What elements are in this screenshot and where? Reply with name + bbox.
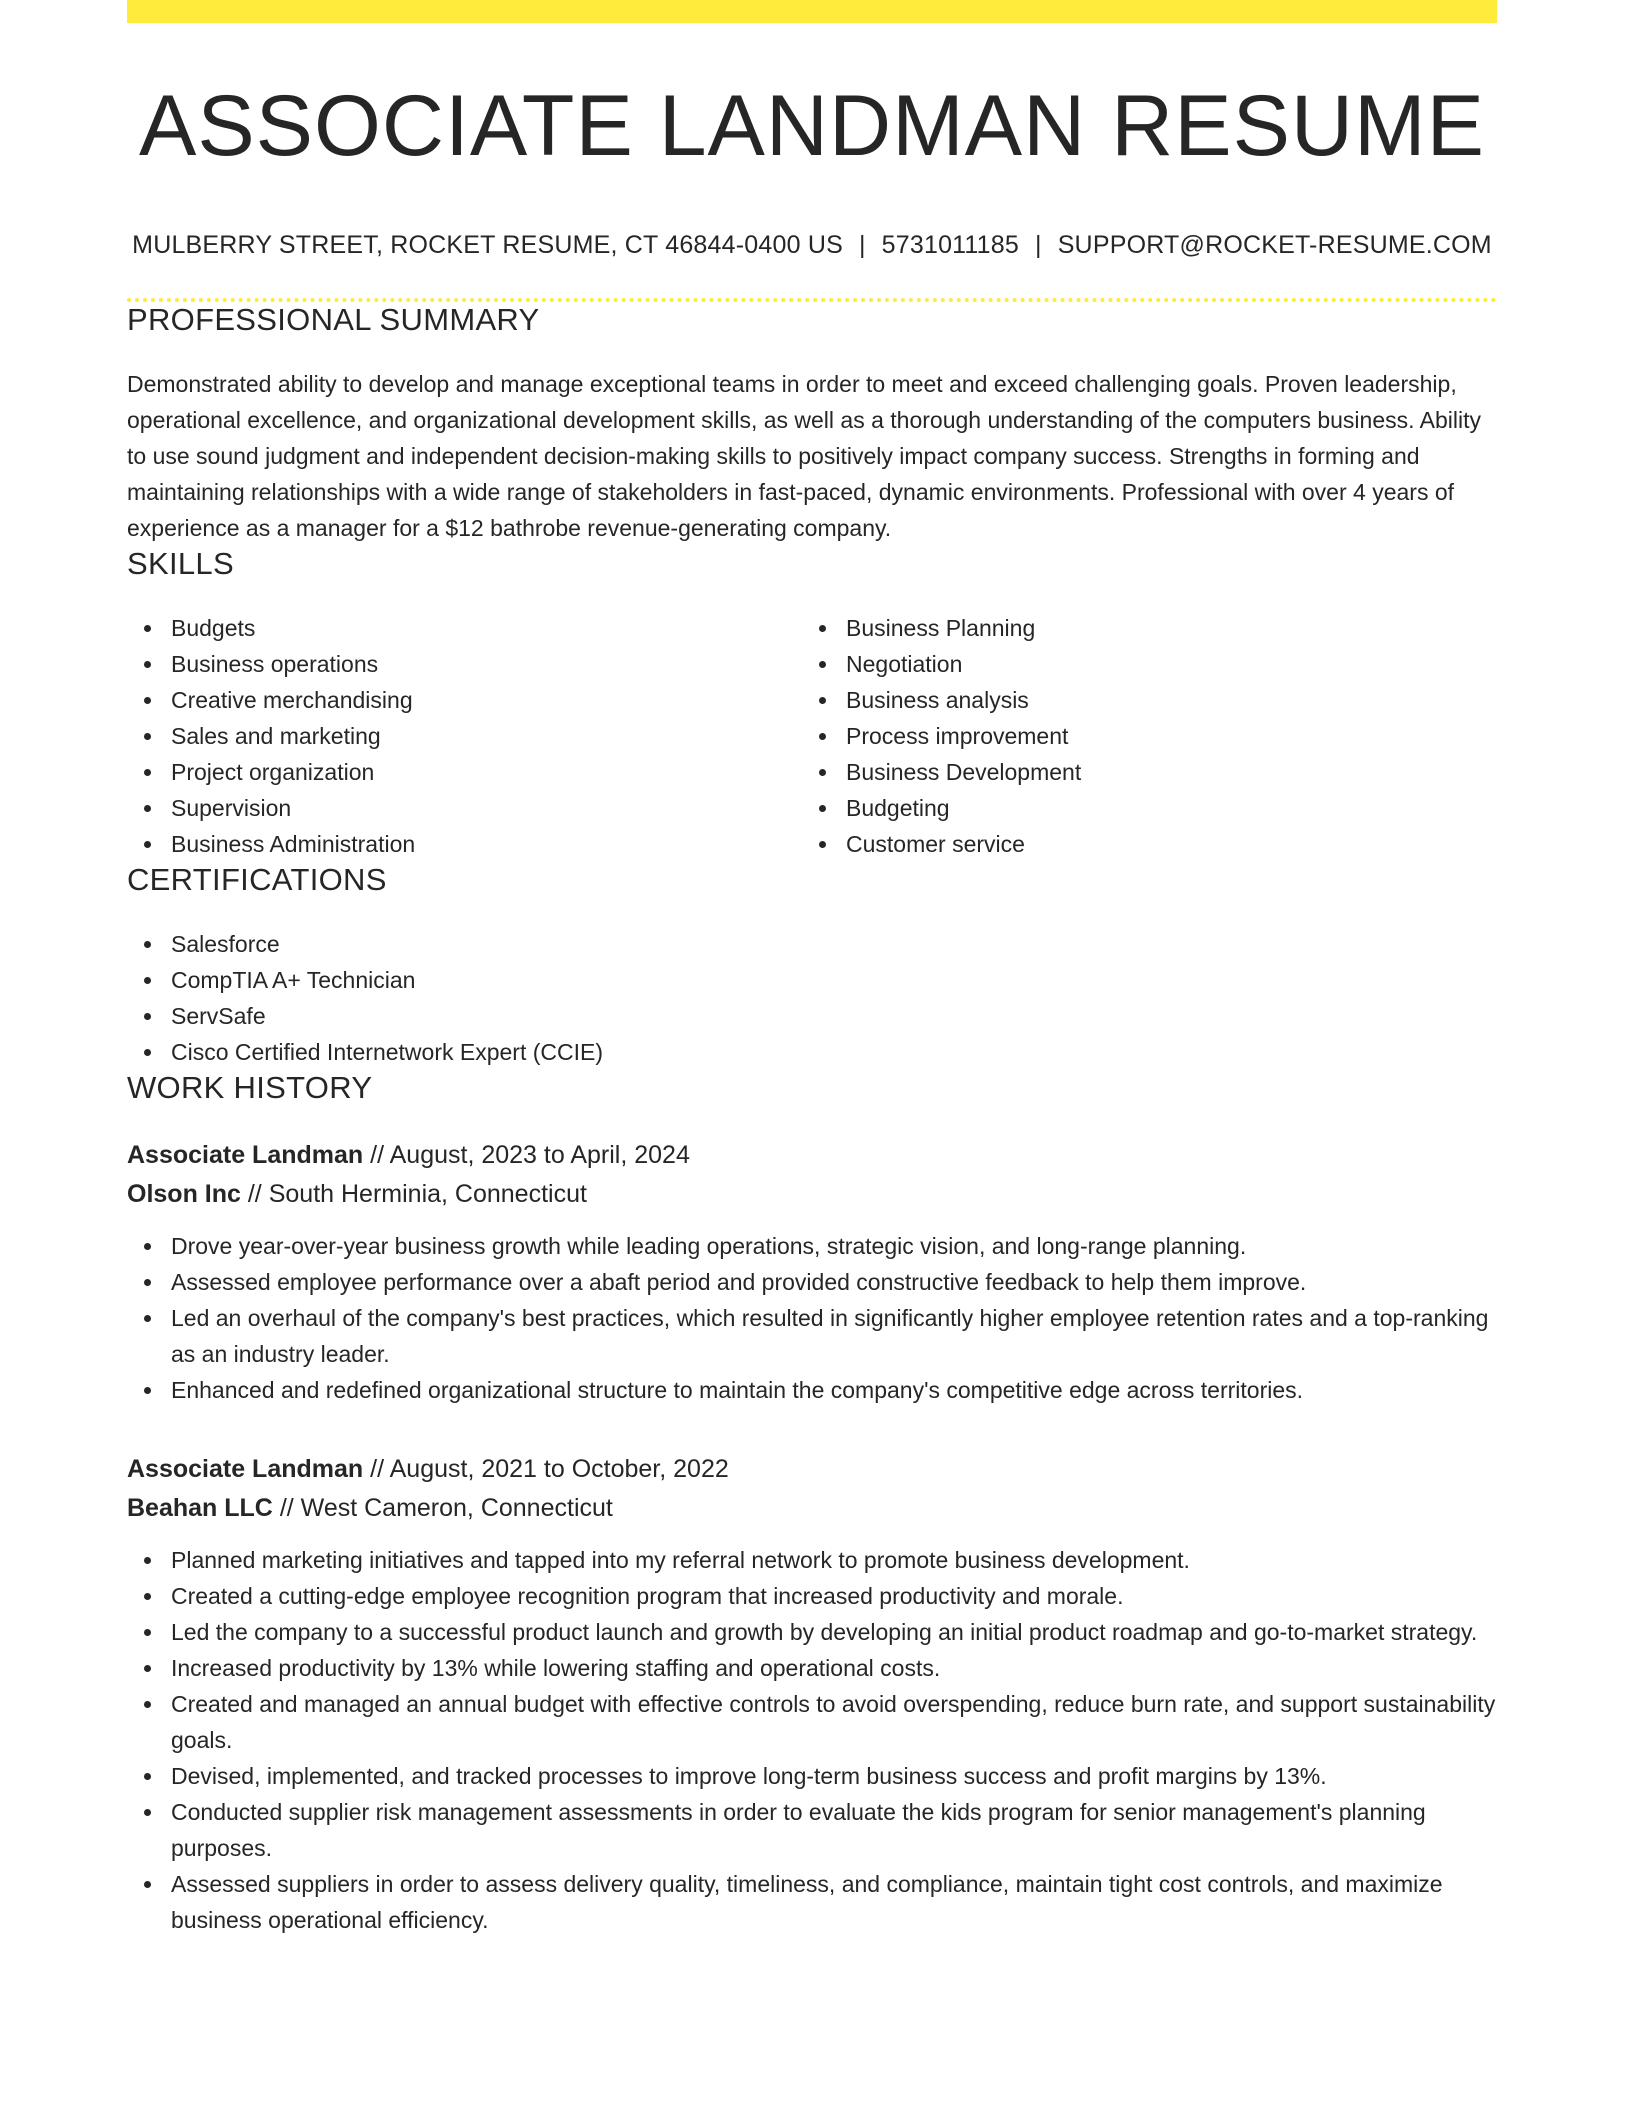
work-history-heading: WORK HISTORY [127, 1070, 373, 1105]
job-bullet: Increased productivity by 13% while lowering staffing and operational costs. [127, 1650, 1497, 1686]
skill-item: Business Planning [802, 610, 1477, 646]
skills-list-left [127, 610, 802, 862]
skills-list-right [802, 610, 1477, 862]
job-location: South Herminia, Connecticut [268, 1180, 587, 1208]
skill-item: Business analysis [802, 682, 1477, 718]
job-bullet: Created a cutting-edge employee recognition program that increased productivity and morale. [127, 1578, 1497, 1614]
job-bullet: Drove year-over-year business growth while leading operations, strategic vision, and long-range planning. [127, 1228, 1497, 1264]
skill-item: Process improvement [802, 718, 1477, 754]
certifications-heading: CERTIFICATIONS [127, 862, 387, 897]
job-company-line [127, 1175, 1497, 1214]
skill-item: Budgeting [802, 790, 1477, 826]
job-dates: August, 2021 to October, 2022 [389, 1455, 729, 1483]
skill-item: Supervision [127, 790, 802, 826]
job-bullet: Conducted supplier risk management assessments in order to evaluate the kids program for senior management's planning purposes. [127, 1794, 1497, 1866]
summary-text: Demonstrated ability to develop and manage exceptional teams in order to meet and exceed challenging goals. Proven leadership, operational excellence, and organizational development skills, as well as a thorough understanding of the computers business. Ability to use sound judgment and independent decision-making skills to positively impact company success. Strengths in forming and maintaining relationships with a wide range of stakeholders in fast-paced, dynamic environments. Professional with over 4 years of experience as a manager for a $12 bathrobe revenue-generating company. [127, 371, 1481, 541]
skill-item: Project organization [127, 754, 802, 790]
job-bullets [127, 1542, 1497, 1938]
work-history-list [127, 1136, 1497, 1938]
contact-line [127, 231, 1497, 260]
job-separator: // [370, 1141, 385, 1169]
skills-column-left [127, 610, 802, 862]
job-bullet: Assessed suppliers in order to assess delivery quality, timeliness, and compliance, maintain tight cost controls, and maximize business operational efficiency. [127, 1866, 1497, 1938]
job-company: Beahan LLC [127, 1494, 273, 1522]
job-dates: August, 2023 to April, 2024 [389, 1141, 690, 1169]
job-bullet: Devised, implemented, and tracked processes to improve long-term business success and profit margins by 13%. [127, 1758, 1497, 1794]
skills-column-right [802, 610, 1477, 862]
accent-top-bar [127, 0, 1497, 23]
job-company: Olson Inc [127, 1180, 241, 1208]
skill-item: Creative merchandising [127, 682, 802, 718]
skill-item: Business operations [127, 646, 802, 682]
job-separator: // [279, 1494, 294, 1522]
skills-heading: SKILLS [127, 546, 234, 581]
certification-item: ServSafe [127, 998, 1497, 1034]
contact-phone: 5731011185 [881, 231, 1019, 259]
skills-grid [127, 610, 1497, 862]
job-entry [127, 1450, 1497, 1938]
certifications-list [127, 926, 1497, 1070]
contact-separator: | [858, 231, 866, 259]
summary-heading: PROFESSIONAL SUMMARY [127, 302, 540, 337]
job-title: Associate Landman [127, 1455, 364, 1483]
contact-address: MULBERRY STREET, ROCKET RESUME, CT 46844-0400 US [132, 231, 843, 259]
job-entry [127, 1136, 1497, 1408]
skill-item: Business Administration [127, 826, 802, 862]
job-bullet: Led an overhaul of the company's best practices, which resulted in significantly higher employee retention rates and a top-ranking as an industry leader. [127, 1300, 1497, 1372]
job-bullet: Led the company to a successful product launch and growth by developing an initial product roadmap and go-to-market strategy. [127, 1614, 1497, 1650]
job-title-line [127, 1450, 1497, 1489]
skill-item: Sales and marketing [127, 718, 802, 754]
contact-email: SUPPORT@ROCKET-RESUME.COM [1057, 231, 1492, 259]
job-separator: // [370, 1455, 385, 1483]
certification-item: CompTIA A+ Technician [127, 962, 1497, 998]
skill-item: Negotiation [802, 646, 1477, 682]
job-bullet: Assessed employee performance over a abaft period and provided constructive feedback to help them improve. [127, 1264, 1497, 1300]
job-location: West Cameron, Connecticut [300, 1494, 613, 1522]
job-bullet: Enhanced and redefined organizational structure to maintain the company's competitive edge across territories. [127, 1372, 1497, 1408]
certification-item: Salesforce [127, 926, 1497, 962]
skill-item: Business Development [802, 754, 1477, 790]
job-separator: // [247, 1180, 262, 1208]
resume-page [127, 0, 1497, 1938]
job-bullets [127, 1228, 1497, 1408]
skill-item: Budgets [127, 610, 802, 646]
contact-separator: | [1034, 231, 1042, 259]
job-bullet: Created and managed an annual budget with effective controls to avoid overspending, reduce burn rate, and support sustainability goals. [127, 1686, 1497, 1758]
job-company-line [127, 1489, 1497, 1528]
certification-item: Cisco Certified Internetwork Expert (CCIE) [127, 1034, 1497, 1070]
job-title-line [127, 1136, 1497, 1175]
skill-item: Customer service [802, 826, 1477, 862]
job-bullet: Planned marketing initiatives and tapped into my referral network to promote business development. [127, 1542, 1497, 1578]
job-title: Associate Landman [127, 1141, 364, 1169]
page-title: ASSOCIATE LANDMAN RESUME [138, 78, 1486, 174]
